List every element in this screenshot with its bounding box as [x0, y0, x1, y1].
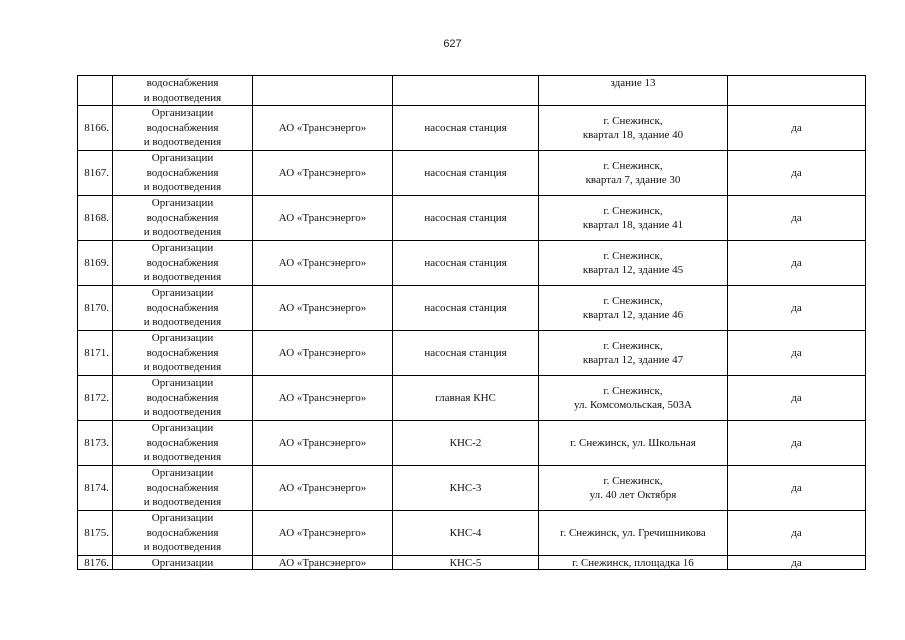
- category-line: Организации: [151, 287, 214, 300]
- flag-cell: да: [728, 196, 866, 241]
- category-cell: [113, 331, 253, 376]
- address-line: г. Снежинск, ул. Школьная: [570, 436, 696, 449]
- table-row: [78, 421, 866, 466]
- address-cell: [539, 466, 728, 511]
- owner-cell: АО «Трансэнерго»: [253, 106, 393, 151]
- category-cell: [113, 76, 253, 106]
- category-line: и водоотведения: [143, 496, 222, 509]
- category-cell: [113, 151, 253, 196]
- category-line: водоснабжения: [146, 301, 219, 314]
- owner-cell: АО «Трансэнерго»: [253, 376, 393, 421]
- owner-cell: АО «Трансэнерго»: [253, 286, 393, 331]
- row-number-cell: 8168.: [78, 196, 113, 241]
- flag-cell: да: [728, 466, 866, 511]
- category-cell: [113, 106, 253, 151]
- category-line: водоснабжения: [146, 121, 219, 134]
- row-number-cell: 8172.: [78, 376, 113, 421]
- category-line: и водоотведения: [143, 406, 222, 419]
- row-number-cell: 8176.: [78, 556, 113, 570]
- category-cell: Организации: [113, 556, 253, 570]
- flag-cell: да: [728, 376, 866, 421]
- owner-cell: АО «Трансэнерго»: [253, 151, 393, 196]
- table-row: [78, 376, 866, 421]
- category-line: Организации: [151, 242, 214, 255]
- object-cell: насосная станция: [393, 241, 539, 286]
- row-number-cell: [78, 76, 113, 106]
- address-line: квартал 7, здание 30: [585, 174, 681, 187]
- table-row: [78, 331, 866, 376]
- object-cell: насосная станция: [393, 151, 539, 196]
- flag-cell: да: [728, 241, 866, 286]
- category-line: Организации: [151, 422, 214, 435]
- category-line: и водоотведения: [143, 451, 222, 464]
- flag-cell: да: [728, 286, 866, 331]
- row-number-cell: 8166.: [78, 106, 113, 151]
- address-line: квартал 18, здание 40: [582, 129, 684, 142]
- address-line: г. Снежинск,: [603, 294, 663, 307]
- table-row: [78, 196, 866, 241]
- category-line: водоснабжения: [146, 166, 219, 179]
- category-cell: [113, 196, 253, 241]
- category-cell: [113, 421, 253, 466]
- flag-cell: [728, 76, 866, 106]
- address-line: г. Снежинск,: [603, 204, 663, 217]
- category-cell: [113, 466, 253, 511]
- category-line: водоснабжения: [146, 211, 219, 224]
- category-cell: [113, 376, 253, 421]
- flag-cell: да: [728, 556, 866, 570]
- row-number-cell: 8170.: [78, 286, 113, 331]
- category-line: Организации: [151, 107, 214, 120]
- owner-cell: АО «Трансэнерго»: [253, 196, 393, 241]
- address-line: квартал 12, здание 45: [582, 264, 684, 277]
- object-cell: главная КНС: [393, 376, 539, 421]
- object-cell: КНС-2: [393, 421, 539, 466]
- object-cell: насосная станция: [393, 286, 539, 331]
- owner-cell: АО «Трансэнерго»: [253, 421, 393, 466]
- object-cell: насосная станция: [393, 106, 539, 151]
- address-cell: г. Снежинск, площадка 16: [539, 556, 728, 570]
- address-line: квартал 18, здание 41: [582, 219, 684, 232]
- category-line: Организации: [151, 152, 214, 165]
- address-line: ул. Комсомольская, 503А: [574, 399, 692, 412]
- category-cell: [113, 286, 253, 331]
- flag-cell: да: [728, 151, 866, 196]
- owner-cell: [253, 76, 393, 106]
- address-line: квартал 12, здание 47: [582, 354, 684, 367]
- object-cell: КНС-3: [393, 466, 539, 511]
- category-line: водоснабжения: [146, 77, 219, 89]
- row-number-cell: 8169.: [78, 241, 113, 286]
- registry-table: [77, 75, 866, 570]
- category-line: водоснабжения: [146, 346, 219, 359]
- category-line: и водоотведения: [143, 541, 222, 554]
- category-line: и водоотведения: [143, 226, 222, 239]
- address-line: г. Снежинск, ул. Гречишникова: [560, 526, 706, 539]
- address-cell: [539, 376, 728, 421]
- object-cell: КНС-4: [393, 511, 539, 556]
- flag-cell: да: [728, 106, 866, 151]
- address-line: г. Снежинск,: [603, 474, 663, 487]
- table-row: [78, 286, 866, 331]
- category-line: и водоотведения: [143, 361, 222, 374]
- address-line: г. Снежинск,: [603, 114, 663, 127]
- object-cell: насосная станция: [393, 196, 539, 241]
- table-row: [78, 511, 866, 556]
- address-line: квартал 12, здание 46: [582, 309, 684, 322]
- category-line: водоснабжения: [146, 481, 219, 494]
- category-line: Организации: [151, 467, 214, 480]
- category-line: и водоотведения: [143, 316, 222, 329]
- owner-cell: АО «Трансэнерго»: [253, 331, 393, 376]
- category-line: и водоотведения: [143, 91, 222, 104]
- category-line: Организации: [151, 377, 214, 390]
- owner-cell: АО «Трансэнерго»: [253, 466, 393, 511]
- row-number-cell: 8171.: [78, 331, 113, 376]
- owner-cell: АО «Трансэнерго»: [253, 511, 393, 556]
- owner-cell: АО «Трансэнерго»: [253, 241, 393, 286]
- category-cell: [113, 511, 253, 556]
- address-line: г. Снежинск,: [603, 384, 663, 397]
- address-line: г. Снежинск,: [603, 159, 663, 172]
- page-number: 627: [443, 38, 462, 50]
- category-cell: [113, 241, 253, 286]
- table-row: [78, 466, 866, 511]
- table-row-continued: [78, 76, 866, 106]
- object-cell: насосная станция: [393, 331, 539, 376]
- category-line: Организации: [151, 512, 214, 525]
- category-line: Организации: [151, 332, 214, 345]
- category-line: Организации: [151, 197, 214, 210]
- row-number-cell: 8175.: [78, 511, 113, 556]
- table-row: [78, 151, 866, 196]
- address-cell: [539, 331, 728, 376]
- object-cell: [393, 76, 539, 106]
- address-cell: [539, 241, 728, 286]
- row-number-cell: 8173.: [78, 421, 113, 466]
- category-line: и водоотведения: [143, 271, 222, 284]
- category-line: и водоотведения: [143, 136, 222, 149]
- address-line: здание 13: [610, 77, 656, 89]
- address-cell: [539, 196, 728, 241]
- registry-table-body: [78, 76, 866, 570]
- flag-cell: да: [728, 511, 866, 556]
- owner-cell: АО «Трансэнерго»: [253, 556, 393, 570]
- category-line: водоснабжения: [146, 436, 219, 449]
- category-line: водоснабжения: [146, 526, 219, 539]
- address-cell: [539, 106, 728, 151]
- address-cell: [539, 286, 728, 331]
- category-line: и водоотведения: [143, 181, 222, 194]
- address-cell: [539, 76, 728, 106]
- flag-cell: да: [728, 331, 866, 376]
- table-row: [78, 241, 866, 286]
- address-line: г. Снежинск,: [603, 249, 663, 262]
- category-line: водоснабжения: [146, 256, 219, 269]
- table-row-last: [78, 556, 866, 570]
- category-line: водоснабжения: [146, 391, 219, 404]
- address-line: г. Снежинск,: [603, 339, 663, 352]
- address-cell: [539, 511, 728, 556]
- row-number-cell: 8174.: [78, 466, 113, 511]
- address-cell: [539, 151, 728, 196]
- object-cell: КНС-5: [393, 556, 539, 570]
- address-cell: [539, 421, 728, 466]
- table-row: [78, 106, 866, 151]
- address-line: ул. 40 лет Октября: [589, 489, 677, 502]
- flag-cell: да: [728, 421, 866, 466]
- row-number-cell: 8167.: [78, 151, 113, 196]
